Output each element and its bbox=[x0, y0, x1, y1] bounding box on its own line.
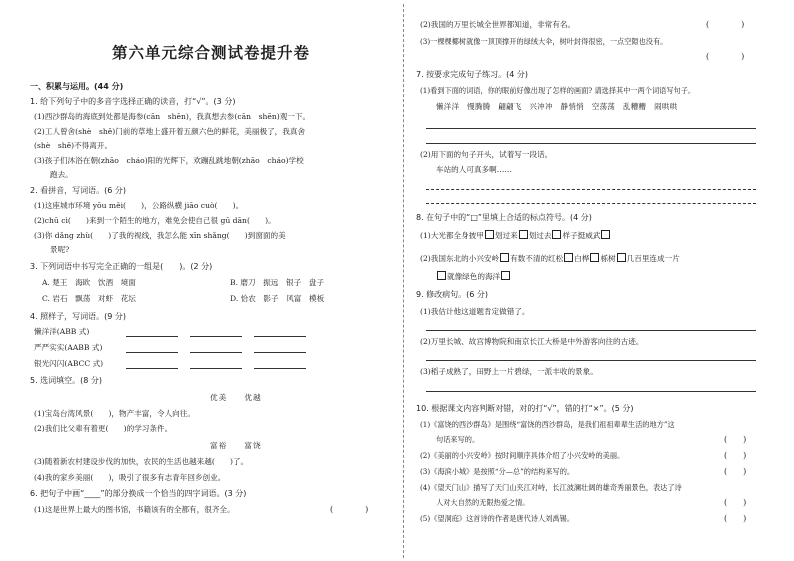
q1-sentence-2: (2)工人曾舍(shè shě)门前的草地上盛开着五颜六色的鲜花，美丽极了，我真舍 bbox=[34, 127, 306, 136]
q7-answer-line-1[interactable] bbox=[426, 128, 756, 129]
q10-answer-1[interactable]: ( ) bbox=[724, 435, 747, 444]
q4-row-2-blanks[interactable] bbox=[126, 343, 318, 353]
q6-answer-1[interactable]: ( ) bbox=[330, 505, 369, 514]
q8-punct-box[interactable] bbox=[601, 230, 610, 239]
q10-statement-3: (3)《海滨小城》是按照“分—总”的结构来写的。 bbox=[420, 467, 575, 476]
q5-sentence-2: (2)我们比父辈有着更( )的学习条件。 bbox=[34, 424, 173, 433]
q4-row-1-blanks[interactable] bbox=[126, 327, 318, 337]
q5-sentence-1: (1)宝岛台湾风景( )，物产丰富，令人向往。 bbox=[34, 409, 195, 418]
q8-punct-box[interactable] bbox=[519, 230, 528, 239]
q7-answer-line-2[interactable] bbox=[426, 143, 756, 144]
q5-word-choices-2: 富裕 富饶 bbox=[210, 441, 262, 450]
q4-row-3-blanks[interactable] bbox=[126, 359, 318, 369]
q10-answer-4[interactable]: ( ) bbox=[724, 498, 747, 507]
q8-s2-part-1: (2)我国东北的小兴安岭 bbox=[420, 254, 500, 263]
q8-s1-part-2: 划过来 bbox=[494, 231, 518, 240]
q4-row-1 bbox=[34, 327, 89, 336]
q7-sentence-2: (2)用下面的句子开头，试着写一段话。 bbox=[420, 150, 553, 159]
q8-punct-box[interactable] bbox=[500, 253, 509, 262]
question-8-stem: 8. 在句子中的“□”里填上合适的标点符号。(4 分) bbox=[416, 213, 592, 222]
q4-row-3-label: 银光闪闪(ABCC 式) bbox=[34, 359, 104, 368]
page-title: 第六单元综合测试卷提升卷 bbox=[111, 44, 310, 62]
q6-answer-2[interactable]: ( ) bbox=[706, 20, 745, 29]
q4-row-1-label: 懒洋洋(ABB 式) bbox=[34, 327, 90, 336]
q2-sentence-3: (3)你 dǎng zhù( )了我的视线，我怎么能 xīn shǎng( )到窗面的美 bbox=[34, 231, 286, 240]
question-2-stem: 2. 看拼音，写词语。(6 分) bbox=[30, 186, 127, 195]
question-10-stem: 10. 根据课文内容判断对错，对的打“√”，错的打“×”。(5 分) bbox=[416, 404, 634, 413]
question-5-stem: 5. 选词填空。(8 分) bbox=[30, 376, 103, 385]
q9-sentence-1: (1)我估计他这道题肯定做错了。 bbox=[420, 307, 530, 316]
q8-sentence-1 bbox=[420, 230, 611, 240]
q10-statement-1-cont: 句话来写的。 bbox=[436, 435, 480, 444]
q8-sentence-2-cont bbox=[436, 271, 511, 281]
q9-answer-line-3[interactable] bbox=[426, 391, 756, 392]
q1-sentence-2-cont: (shè shě)不得离开。 bbox=[34, 141, 113, 150]
question-4-stem: 4. 照样子，写词语。(9 分) bbox=[30, 312, 127, 321]
question-3-stem: 3. 下列词语中书写完全正确的一组是( )。(2 分) bbox=[30, 262, 213, 271]
q7-sentence-1: (1)看到下面的词语，你的眼前好像出现了怎样的画面? 请选择其中一两个词语写句子。 bbox=[420, 86, 696, 95]
q7-answer-line-3[interactable] bbox=[426, 189, 756, 190]
q4-row-2-label: 严严实实(AABB 式) bbox=[34, 343, 103, 352]
q8-punct-box[interactable] bbox=[501, 271, 510, 280]
q10-answer-3[interactable]: ( ) bbox=[724, 467, 747, 476]
q3-option-a: A. 楚王 海欧 饮酒 境面 bbox=[42, 278, 136, 287]
q4-row-2 bbox=[34, 343, 102, 352]
q8-punct-box[interactable] bbox=[437, 271, 446, 280]
q7-answer-line-4[interactable] bbox=[426, 203, 756, 204]
q2-sentence-2: (2)chū cì( )来到一个陌生的地方，难免会使自己很 gū dān( )。 bbox=[34, 216, 276, 225]
right-column bbox=[416, 0, 766, 561]
q10-statement-4-cont: 人对大自然的无限热爱之情。 bbox=[436, 498, 530, 507]
q2-sentence-1: (1)这座城市环境 yōu měi( )，公路纵横 jiāo cuò( )。 bbox=[34, 201, 244, 210]
q6-sentence-2: (2)我国的万里长城全世界都知道，非常有名。 bbox=[420, 20, 576, 29]
q10-statement-4: (4)《望天门山》描写了天门山夹江对峙，长江波澜壮阔的雄奇秀丽景色，表达了诗 bbox=[420, 483, 682, 492]
q8-punct-box[interactable] bbox=[485, 230, 494, 239]
q8-s2-part-3: 白桦 bbox=[574, 254, 590, 263]
q8-s2-part-4: 栎树 bbox=[600, 254, 616, 263]
q2-sentence-3-cont: 景呢? bbox=[50, 245, 70, 254]
q9-answer-line-1[interactable] bbox=[426, 330, 756, 331]
q3-option-b: B. 磨刀 振远 银子 盘子 bbox=[230, 278, 324, 287]
q1-sentence-3: (3)孩子们沐浴在朝(zhāo cháo)阳的光辉下，欢蹦乱跳地朝(zhāo cháo)学校 bbox=[34, 156, 304, 165]
q8-punct-box[interactable] bbox=[617, 253, 626, 262]
q6-sentence-1: (1)这是世界上最大的图书馆，书籍该有的全都有，很齐全。 bbox=[34, 505, 235, 514]
q8-sentence-2 bbox=[420, 253, 680, 263]
q3-option-d: D. 恰农 影子 风富 模板 bbox=[230, 294, 325, 303]
q8-s2-part-6: 就像绿色的海洋 bbox=[447, 272, 501, 281]
q6-answer-3[interactable]: ( ) bbox=[706, 52, 745, 61]
q7-sentence-2-prompt: 车站的人可真多啊…… bbox=[436, 165, 512, 174]
q7-word-list: 懒洋洋 慢腾腾 翩翩飞 兴冲冲 静悄悄 空荡荡 乱糟糟 闹哄哄 bbox=[436, 102, 678, 111]
q4-row-3 bbox=[34, 359, 103, 368]
q1-sentence-1: (1)西沙群岛的海底到处都是海参(cān shēn)，我真想去参(cān shēn)观一下。 bbox=[34, 112, 311, 121]
question-1-stem: 1. 给下列句子中的多音字选择正确的读音，打“√”。(3 分) bbox=[30, 97, 236, 106]
q8-s2-part-2: 有数不清的红松 bbox=[510, 254, 564, 263]
question-7-stem: 7. 按要求完成句子练习。(4 分) bbox=[416, 70, 529, 79]
q8-punct-box[interactable] bbox=[590, 253, 599, 262]
q5-word-choices-1: 优美 优越 bbox=[210, 393, 262, 402]
q1-sentence-3-cont: 跑去。 bbox=[50, 170, 73, 179]
left-column bbox=[30, 0, 392, 561]
q10-answer-2[interactable]: ( ) bbox=[724, 451, 747, 460]
q10-answer-5[interactable]: ( ) bbox=[724, 514, 747, 523]
q10-statement-2: (2)《美丽的小兴安岭》按时间顺序具体介绍了小兴安岭的美丽。 bbox=[420, 451, 625, 460]
q8-punct-box[interactable] bbox=[564, 253, 573, 262]
q9-answer-line-2[interactable] bbox=[426, 360, 756, 361]
q3-option-c: C. 岩石 飘荡 对虾 花坛 bbox=[42, 294, 136, 303]
q6-sentence-3: (3)一棵棵椰树就像一顶顶撑开的绿绒大伞，树叶封得很密，一点空隙也没有。 bbox=[420, 37, 668, 46]
q8-s2-part-5: 几百里连成一片 bbox=[626, 254, 680, 263]
section-heading: 一、积累与运用。(44 分) bbox=[30, 82, 124, 91]
question-6-stem: 6. 把句子中画“____”的部分换成一个恰当的四字词语。(3 分) bbox=[30, 489, 247, 498]
column-divider bbox=[403, 4, 404, 558]
q10-statement-5: (5)《望洞庭》这首诗的作者是唐代诗人刘禹锡。 bbox=[420, 514, 574, 523]
q9-sentence-2: (2)万里长城、故宫博物院和南京长江大桥是中外游客向往的古迹。 bbox=[420, 337, 644, 346]
q5-sentence-3: (3)随着新农村建设步伐的加快，农民的生活也越来越( )了。 bbox=[34, 457, 249, 466]
q8-s1-part-3: 划过去 bbox=[528, 231, 552, 240]
q8-s1-part-1: (1)大光都全身披甲 bbox=[420, 231, 484, 240]
q9-sentence-3: (3)稻子成熟了，田野上一片碧绿，一派丰收的景象。 bbox=[420, 367, 598, 376]
question-9-stem: 9. 修改病句。(6 分) bbox=[416, 290, 489, 299]
q8-punct-box[interactable] bbox=[552, 230, 561, 239]
q8-s1-part-4: 样子挺威武 bbox=[562, 231, 601, 240]
q10-statement-1: (1)《富饶的西沙群岛》是围绕“富饶的西沙群岛，是我们祖祖辈辈生活的地方”这 bbox=[420, 420, 675, 429]
q5-sentence-4: (4)我的家乡美丽( )，吸引了很多有志青年回乡创业。 bbox=[34, 473, 226, 482]
